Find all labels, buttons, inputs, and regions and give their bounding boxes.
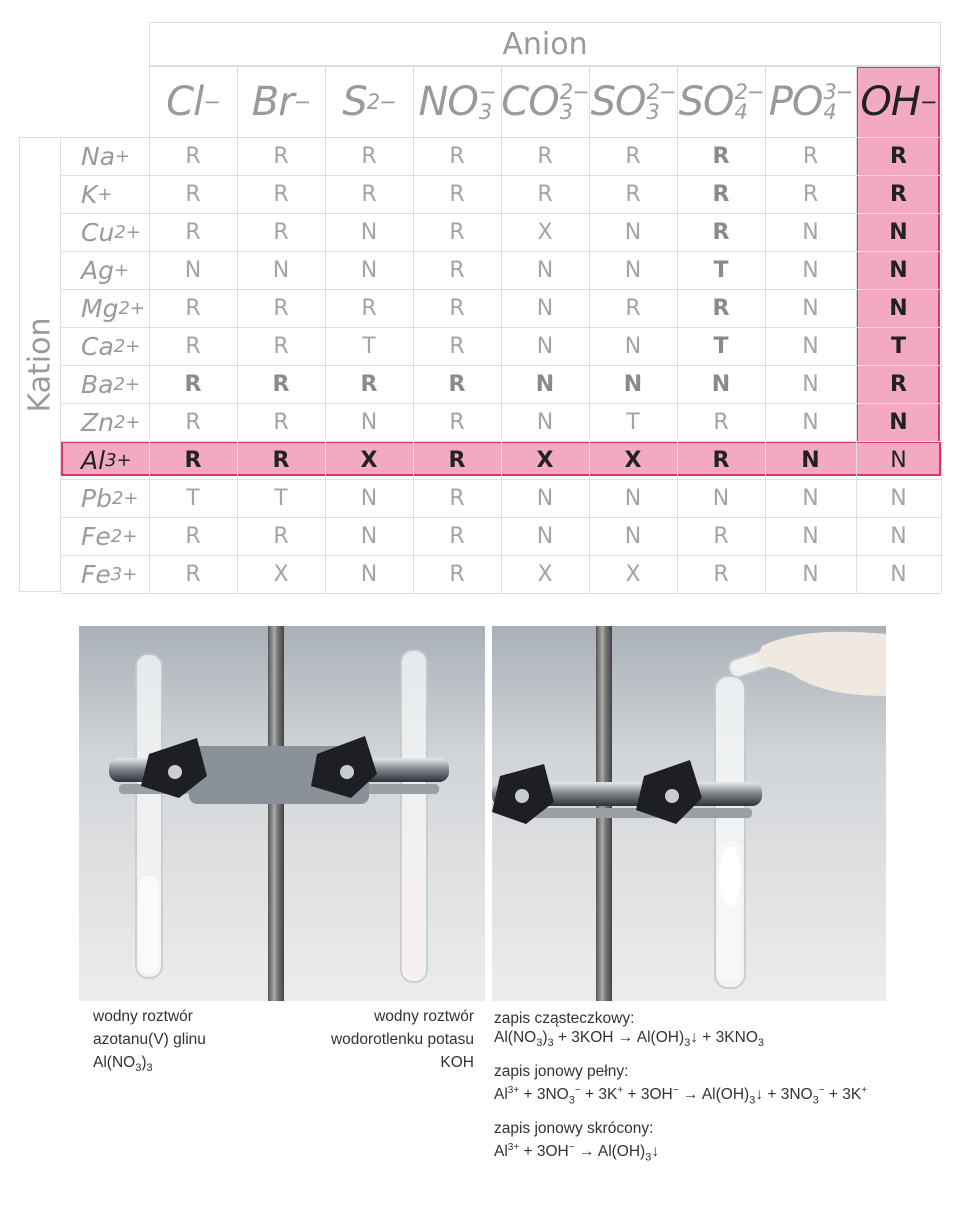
- cation-label: Al 3+: [81, 445, 132, 475]
- solubility-cell: R: [712, 295, 730, 321]
- formula-al-no3-3: $Al(NO_3)_3$: [93, 1054, 153, 1075]
- cation-label: Cu 2+: [81, 217, 141, 247]
- grid-line: [941, 66, 942, 593]
- solubility-cell: N: [802, 219, 819, 245]
- solubility-cell: R: [273, 295, 289, 321]
- solubility-cell: R: [713, 523, 729, 549]
- cation-label: Fe 2+: [81, 521, 138, 551]
- solubility-cell: R: [713, 409, 729, 435]
- solubility-cell: N: [272, 257, 290, 283]
- solubility-cell: X: [624, 447, 642, 473]
- solubility-cell: R: [448, 447, 466, 473]
- solubility-cell: R: [185, 409, 201, 435]
- solubility-cell: N: [536, 333, 554, 359]
- solubility-cell: N: [624, 219, 642, 245]
- solubility-cell: R: [625, 143, 641, 169]
- solubility-cell: N: [536, 485, 554, 511]
- cation-label: Mg 2+: [81, 293, 145, 323]
- solubility-cell: R: [712, 143, 730, 169]
- solubility-cell: R: [449, 523, 465, 549]
- solubility-cell: R: [185, 181, 201, 207]
- solubility-cell: X: [273, 561, 289, 587]
- solubility-cell: T: [626, 409, 640, 435]
- solubility-cell: R: [185, 143, 201, 169]
- solubility-cell: N: [711, 371, 731, 397]
- solubility-cell: N: [360, 485, 378, 511]
- solubility-cell: X: [537, 219, 553, 245]
- solubility-cell: R: [890, 371, 907, 397]
- solubility-cell: R: [449, 143, 465, 169]
- photo-before-reaction: [79, 626, 485, 1001]
- solubility-cell: N: [360, 219, 378, 245]
- solubility-cell: N: [890, 447, 907, 473]
- solubility-cell: N: [890, 561, 907, 587]
- solubility-cell: N: [624, 523, 642, 549]
- solubility-cell: R: [185, 295, 201, 321]
- eq-label-molecular: zapis cząsteczkowy:: [494, 1010, 635, 1027]
- solubility-cell: N: [360, 409, 378, 435]
- solubility-cell: R: [185, 561, 201, 587]
- solubility-cell: R: [273, 181, 289, 207]
- solubility-cell: T: [362, 333, 376, 359]
- solubility-cell: R: [449, 333, 465, 359]
- solubility-cell: R: [361, 143, 377, 169]
- solubility-cell: R: [448, 371, 466, 397]
- solubility-cell: T: [713, 333, 729, 359]
- anion-header-cell: PO 3− 4: [768, 78, 853, 125]
- anion-header-cell: Cl −: [166, 78, 220, 125]
- solubility-cell: R: [625, 181, 641, 207]
- solubility-cell: X: [536, 447, 554, 473]
- solubility-cell: N: [802, 371, 819, 397]
- anion-header-cell: SO 2− 3: [590, 78, 676, 125]
- solubility-cell: X: [360, 447, 378, 473]
- solubility-cell: N: [802, 257, 819, 283]
- solubility-cell: R: [272, 371, 290, 397]
- solubility-cell: N: [802, 523, 819, 549]
- solubility-cell: R: [449, 485, 465, 511]
- grid-line: [61, 593, 941, 594]
- solubility-cell: N: [889, 219, 908, 245]
- solubility-cell: R: [537, 181, 553, 207]
- solubility-cell: T: [713, 257, 729, 283]
- solubility-cell: R: [273, 333, 289, 359]
- anion-header-cell: SO 2− 4: [678, 78, 764, 125]
- eq-full-ionic: $Al^{3+} + 3NO_3^- + 3K^+ + 3OH^-$ → $Al(OH)_3↓ + 3NO_3^- + 3K^+$: [494, 1085, 868, 1107]
- solubility-cell: N: [360, 561, 378, 587]
- solubility-cell: T: [274, 485, 288, 511]
- cation-label: Pb 2+: [81, 483, 139, 513]
- solubility-cell: X: [537, 561, 553, 587]
- solubility-cell: N: [889, 257, 908, 283]
- solubility-cell: R: [361, 295, 377, 321]
- cation-label: K +: [81, 179, 113, 209]
- solubility-cell: N: [890, 523, 907, 549]
- eq-net-ionic: $Al^{3+} + 3OH^-$ → $Al(OH)_3↓$: [494, 1142, 660, 1164]
- cation-label: Fe 3+: [81, 559, 138, 589]
- solubility-cell: N: [802, 409, 819, 435]
- anion-header: Anion: [149, 22, 941, 66]
- solubility-cell: R: [449, 295, 465, 321]
- solubility-cell: R: [449, 409, 465, 435]
- cation-label: Ba 2+: [81, 369, 141, 399]
- solubility-cell: R: [184, 371, 202, 397]
- solubility-cell: X: [625, 561, 641, 587]
- solubility-cell: N: [624, 333, 642, 359]
- anion-header-cell: S 2−: [342, 78, 396, 125]
- solubility-cell: N: [712, 485, 730, 511]
- eq-label-full-ionic: zapis jonowy pełny:: [494, 1063, 629, 1081]
- equations: [494, 1009, 867, 1168]
- solubility-cell: N: [624, 485, 642, 511]
- solubility-cell: N: [360, 523, 378, 549]
- eq-label-net-ionic: zapis jonowy skrócony:: [494, 1120, 654, 1138]
- solubility-cell: N: [536, 523, 554, 549]
- solubility-cell: R: [273, 409, 289, 435]
- cation-label: Na +: [81, 141, 131, 171]
- cation-label: Ag +: [81, 255, 130, 285]
- solubility-cell: R: [890, 143, 907, 169]
- solubility-cell: R: [449, 219, 465, 245]
- photo-after-reaction: [492, 626, 886, 1001]
- caption-left: wodny roztwór azotanu(V) glinu $Al(NO_3)_3$: [93, 1005, 206, 1080]
- solubility-cell: R: [713, 561, 729, 587]
- solubility-cell: R: [185, 333, 201, 359]
- solubility-cell: R: [625, 295, 641, 321]
- solubility-cell: R: [360, 371, 378, 397]
- solubility-cell: R: [802, 143, 819, 169]
- solubility-cell: N: [536, 257, 554, 283]
- solubility-cell: N: [802, 295, 819, 321]
- solubility-cell: N: [889, 295, 908, 321]
- solubility-cell: N: [890, 485, 907, 511]
- solubility-cell: R: [185, 219, 201, 245]
- solubility-cell: R: [273, 143, 289, 169]
- solubility-cell: R: [184, 447, 202, 473]
- solubility-cell: R: [273, 219, 289, 245]
- solubility-cell: N: [184, 257, 202, 283]
- anion-header-cell: OH −: [860, 78, 937, 125]
- solubility-cell: R: [449, 561, 465, 587]
- cation-label: Zn 2+: [81, 407, 141, 437]
- solubility-cell: N: [623, 371, 643, 397]
- solubility-cell: N: [360, 257, 378, 283]
- cation-label: Ca 2+: [81, 331, 141, 361]
- solubility-cell: R: [449, 257, 465, 283]
- solubility-cell: R: [273, 523, 289, 549]
- solubility-cell: T: [186, 485, 200, 511]
- solubility-cell: R: [890, 181, 907, 207]
- caption-right: wodny roztwór wodorotlenku potasu KOH: [330, 1008, 474, 1071]
- solubility-cell: R: [185, 523, 201, 549]
- solubility-cell: N: [801, 447, 820, 473]
- solubility-cell: R: [537, 143, 553, 169]
- solubility-cell: R: [449, 181, 465, 207]
- solubility-cell: N: [802, 485, 819, 511]
- anion-header-cell: CO 2− 3: [501, 78, 589, 125]
- solubility-table: [0, 0, 960, 600]
- solubility-cell: N: [802, 333, 819, 359]
- solubility-cell: R: [272, 447, 290, 473]
- solubility-cell: N: [536, 409, 554, 435]
- eq-molecular: $Al(NO_3)_3 + 3KOH$ → $Al(OH)_3↓ + 3KNO_3$: [494, 1029, 764, 1050]
- solubility-cell: N: [536, 295, 554, 321]
- kation-header: Kation: [19, 137, 61, 592]
- solubility-cell: T: [890, 333, 906, 359]
- anion-header-cell: NO − 3: [418, 78, 496, 125]
- solubility-cell: N: [535, 371, 555, 397]
- solubility-cell: N: [624, 257, 642, 283]
- anion-header-cell: Br −: [251, 78, 311, 125]
- solubility-cell: N: [802, 561, 819, 587]
- solubility-cell: R: [712, 447, 730, 473]
- solubility-cell: R: [712, 219, 730, 245]
- solubility-cell: R: [361, 181, 377, 207]
- solubility-cell: R: [802, 181, 819, 207]
- solubility-cell: N: [889, 409, 908, 435]
- solubility-cell: R: [712, 181, 730, 207]
